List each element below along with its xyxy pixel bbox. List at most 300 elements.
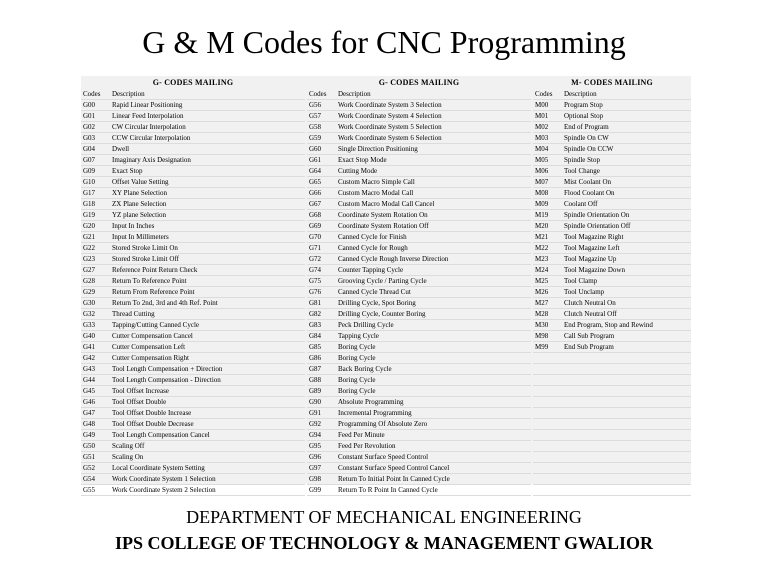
code-cell: G20: [83, 222, 96, 230]
table-row: [533, 331, 691, 342]
table-row: [81, 210, 305, 221]
table-row: [81, 298, 305, 309]
table-row: [533, 452, 691, 463]
code-cell: G71: [309, 244, 322, 252]
table-row: [533, 441, 691, 452]
code-cell: G00: [83, 101, 96, 109]
description-cell: Canned Cycle for Rough: [338, 244, 408, 252]
table-row: [307, 100, 531, 111]
code-cell: G27: [83, 266, 96, 274]
code-cell: G86: [309, 354, 322, 362]
code-cell: M28: [535, 310, 549, 318]
code-cell: M21: [535, 233, 549, 241]
description-cell: Spindle Orientation On: [564, 211, 630, 219]
description-cell: Return To R Point In Canned Cycle: [338, 486, 438, 494]
column-header-row: [533, 89, 691, 100]
code-cell: G07: [83, 156, 96, 164]
code-cell: G01: [83, 112, 96, 120]
table-row: [533, 221, 691, 232]
description-cell: Work Coordinate System 6 Selection: [338, 134, 442, 142]
description-cell: Tool Clamp: [564, 277, 598, 285]
table-row: [533, 408, 691, 419]
code-cell: G41: [83, 343, 96, 351]
description-cell: Return From Reference Point: [112, 288, 195, 296]
section-heading: G- CODES MAILING: [152, 78, 234, 87]
description-cell: Tool Offset Increase: [112, 387, 169, 395]
description-cell: Dwell: [112, 145, 130, 153]
column-header-code: Codes: [83, 90, 101, 98]
table-row: [533, 232, 691, 243]
code-cell: G66: [309, 189, 322, 197]
code-cell: G23: [83, 255, 96, 263]
table-row: [81, 254, 305, 265]
table-row: [307, 144, 531, 155]
description-cell: Constant Surface Speed Control: [338, 453, 429, 461]
code-cell: M99: [535, 343, 549, 351]
description-cell: Drilling Cycle, Spot Boring: [338, 299, 416, 307]
description-cell: Tool Offset Double Decrease: [112, 420, 194, 428]
description-cell: Absolute Programming: [338, 398, 404, 406]
description-cell: Input In Inches: [112, 222, 155, 230]
code-cell: G42: [83, 354, 96, 362]
table-row: [307, 309, 531, 320]
description-cell: Boring Cycle: [338, 343, 376, 351]
description-cell: Canned Cycle Thread Cut: [338, 288, 411, 296]
code-cell: G56: [309, 101, 322, 109]
description-cell: Scaling Off: [112, 442, 145, 450]
table-row: [307, 177, 531, 188]
table-row: [81, 144, 305, 155]
code-cell: M09: [535, 200, 549, 208]
description-cell: Spindle Orientation Off: [564, 222, 631, 230]
code-cell: G70: [309, 233, 322, 241]
code-cell: M24: [535, 266, 549, 274]
code-cell: G17: [83, 189, 96, 197]
table-row: [307, 221, 531, 232]
table-row: [307, 265, 531, 276]
description-cell: Spindle On CW: [564, 134, 609, 142]
table-row: [533, 397, 691, 408]
table-row: [533, 166, 691, 177]
code-cell: G55: [83, 486, 96, 494]
description-cell: Call Sub Program: [564, 332, 615, 340]
code-cell: G99: [309, 486, 322, 494]
table-row: [533, 177, 691, 188]
code-cell: M01: [535, 112, 549, 120]
code-cell: G47: [83, 409, 96, 417]
table-row: [307, 320, 531, 331]
description-cell: Flood Coolant On: [564, 189, 615, 197]
table-row: [81, 397, 305, 408]
code-cell: G19: [83, 211, 96, 219]
description-cell: Thread Cutting: [112, 310, 155, 318]
description-cell: CCW Circular Interpolation: [112, 134, 191, 142]
description-cell: XY Plane Selection: [112, 189, 167, 197]
code-cell: G81: [309, 299, 322, 307]
description-cell: Peck Drilling Cycle: [338, 321, 394, 329]
code-cell: G68: [309, 211, 322, 219]
code-cell: M08: [535, 189, 549, 197]
description-cell: End Sub Program: [564, 343, 614, 351]
code-cell: G87: [309, 365, 322, 373]
table-row: [307, 353, 531, 364]
code-cell: G64: [309, 167, 322, 175]
description-cell: Clutch Neutral On: [564, 299, 616, 307]
description-cell: Coolant Off: [564, 200, 598, 208]
description-cell: Custom Macro Simple Call: [338, 178, 415, 186]
code-cell: G72: [309, 255, 322, 263]
table-row: [307, 485, 531, 496]
table-row: [81, 166, 305, 177]
code-cell: G97: [309, 464, 322, 472]
m-codes-panel: [533, 76, 691, 484]
description-cell: Custom Macro Modal Call Cancel: [338, 200, 435, 208]
table-row: [307, 342, 531, 353]
table-row: [533, 287, 691, 298]
code-cell: M26: [535, 288, 549, 296]
table-row: [81, 386, 305, 397]
description-cell: Custom Macro Modal Call: [338, 189, 414, 197]
table-row: [81, 265, 305, 276]
code-cell: G57: [309, 112, 322, 120]
code-cell: G83: [309, 321, 322, 329]
code-cell: M06: [535, 167, 549, 175]
description-cell: Back Boring Cycle: [338, 365, 392, 373]
table-row: [307, 254, 531, 265]
code-cell: G59: [309, 134, 322, 142]
description-cell: Boring Cycle: [338, 387, 376, 395]
table-row: [81, 408, 305, 419]
table-row: [533, 265, 691, 276]
table-row: [81, 452, 305, 463]
table-row: [533, 243, 691, 254]
description-cell: Stored Stroke Limit On: [112, 244, 178, 252]
table-row: [533, 298, 691, 309]
code-cell: G84: [309, 332, 322, 340]
code-cell: M23: [535, 255, 549, 263]
description-cell: ZX Plane Selection: [112, 200, 167, 208]
code-cell: G52: [83, 464, 96, 472]
code-cell: G28: [83, 277, 96, 285]
code-cell: M98: [535, 332, 549, 340]
code-cell: G18: [83, 200, 96, 208]
table-row: [81, 441, 305, 452]
table-row: [81, 133, 305, 144]
table-row: [81, 276, 305, 287]
college-name: IPS COLLEGE OF TECHNOLOGY & MANAGEMENT GWALIOR: [114, 533, 654, 553]
description-cell: Cutter Compensation Right: [112, 354, 189, 362]
g-codes-panel-2: [307, 76, 531, 494]
description-cell: Tool Change: [564, 167, 600, 175]
code-cell: G91: [309, 409, 322, 417]
code-cell: M30: [535, 321, 549, 329]
table-row: [307, 452, 531, 463]
description-cell: Imaginary Axis Designation: [112, 156, 191, 164]
table-row: [533, 386, 691, 397]
code-cell: G40: [83, 332, 96, 340]
description-cell: Programming Of Absolute Zero: [338, 420, 428, 428]
code-cell: G94: [309, 431, 322, 439]
description-cell: Linear Feed Interpolation: [112, 112, 184, 120]
description-cell: Spindle On CCW: [564, 145, 614, 153]
code-cell: G29: [83, 288, 96, 296]
description-cell: Exact Stop: [112, 167, 143, 175]
code-cell: G88: [309, 376, 322, 384]
table-row: [533, 111, 691, 122]
description-cell: Coordinate System Rotation On: [338, 211, 428, 219]
code-cell: M19: [535, 211, 549, 219]
table-row: [307, 419, 531, 430]
description-cell: Tool Magazine Right: [564, 233, 624, 241]
page-title: G & M Codes for CNC Programming: [142, 24, 626, 60]
code-cell: G44: [83, 376, 96, 384]
table-row: [307, 397, 531, 408]
table-row: [307, 364, 531, 375]
table-row: [307, 243, 531, 254]
description-cell: Stored Stroke Limit Off: [112, 255, 179, 263]
description-cell: Tool Offset Double Increase: [112, 409, 192, 417]
description-cell: Return To 2nd, 3rd and 4th Ref. Point: [112, 299, 218, 307]
table-row: [533, 342, 691, 353]
description-cell: Boring Cycle: [338, 376, 376, 384]
code-cell: M07: [535, 178, 549, 186]
table-row: [81, 111, 305, 122]
code-cell: G46: [83, 398, 96, 406]
code-cell: G43: [83, 365, 96, 373]
description-cell: Mist Coolant On: [564, 178, 612, 186]
code-cell: G85: [309, 343, 322, 351]
section-heading: M- CODES MAILING: [571, 78, 653, 87]
description-cell: Tapping Cycle: [338, 332, 379, 340]
department-name: DEPARTMENT OF MECHANICAL ENGINEERING: [186, 507, 582, 527]
table-row: [533, 276, 691, 287]
code-cell: G75: [309, 277, 322, 285]
code-cell: G03: [83, 134, 96, 142]
description-cell: Tool Magazine Down: [564, 266, 625, 274]
column-header-description: Description: [112, 90, 145, 98]
description-cell: Feed Per Minute: [338, 431, 385, 439]
code-cell: M22: [535, 244, 549, 252]
g-codes-panel-1: [81, 76, 305, 494]
table-row: [307, 155, 531, 166]
table-row: [81, 342, 305, 353]
code-cell: G90: [309, 398, 322, 406]
description-cell: Tool Offset Double: [112, 398, 167, 406]
code-cell: G92: [309, 420, 322, 428]
table-row: [533, 419, 691, 430]
table-row: [81, 232, 305, 243]
table-row: [307, 430, 531, 441]
description-cell: Counter Tapping Cycle: [338, 266, 404, 274]
table-row: [307, 111, 531, 122]
code-cell: G96: [309, 453, 322, 461]
code-cell: G82: [309, 310, 322, 318]
description-cell: Feed Per Revolution: [338, 442, 396, 450]
table-row: [307, 386, 531, 397]
code-cell: G22: [83, 244, 96, 252]
description-cell: Tool Magazine Up: [564, 255, 617, 263]
table-row: [533, 199, 691, 210]
description-cell: Incremental Programming: [338, 409, 412, 417]
code-cell: G32: [83, 310, 96, 318]
table-row: [533, 144, 691, 155]
description-cell: Cutting Mode: [338, 167, 378, 175]
code-cell: G49: [83, 431, 96, 439]
column-header-description: Description: [338, 90, 371, 98]
table-row: [81, 430, 305, 441]
table-row: [81, 100, 305, 111]
table-row: [533, 463, 691, 474]
table-row: [533, 155, 691, 166]
code-cell: M03: [535, 134, 549, 142]
code-cell: G02: [83, 123, 96, 131]
description-cell: End of Program: [564, 123, 609, 131]
code-cell: G48: [83, 420, 96, 428]
description-cell: Tool Unclamp: [564, 288, 605, 296]
description-cell: Rapid Linear Positioning: [112, 101, 183, 109]
code-cell: M02: [535, 123, 549, 131]
code-cell: G74: [309, 266, 322, 274]
code-cell: M27: [535, 299, 549, 307]
description-cell: Drilling Cycle, Counter Boring: [338, 310, 426, 318]
table-row: [307, 287, 531, 298]
table-row: [533, 375, 691, 386]
code-cell: G69: [309, 222, 322, 230]
description-cell: Work Coordinate System 4 Selection: [338, 112, 442, 120]
code-cell: G10: [83, 178, 96, 186]
description-cell: End Program, Stop and Rewind: [564, 321, 653, 329]
section-heading: G- CODES MAILING: [378, 78, 460, 87]
table-row: [307, 133, 531, 144]
description-cell: Constant Surface Speed Control Cancel: [338, 464, 450, 472]
description-cell: Local Coordinate System Setting: [112, 464, 205, 472]
column-header-description: Description: [564, 90, 597, 98]
description-cell: Cutter Compensation Cancel: [112, 332, 193, 340]
code-cell: G95: [309, 442, 322, 450]
table-row: [81, 353, 305, 364]
table-row: [307, 375, 531, 386]
column-header-row: [81, 89, 305, 100]
table-row: [81, 309, 305, 320]
code-cell: G04: [83, 145, 96, 153]
table-row: [81, 221, 305, 232]
description-cell: Tool Length Compensation - Direction: [112, 376, 221, 384]
table-row: [81, 419, 305, 430]
table-row: [533, 353, 691, 364]
table-row: [81, 287, 305, 298]
description-cell: Grooving Cycle / Parting Cycle: [338, 277, 427, 285]
description-cell: Spindle Stop: [564, 156, 600, 164]
code-cell: G51: [83, 453, 96, 461]
code-cell: M05: [535, 156, 549, 164]
code-cell: G61: [309, 156, 322, 164]
table-row: [533, 474, 691, 485]
table-row: [307, 463, 531, 474]
table-row: [307, 166, 531, 177]
code-cell: G33: [83, 321, 96, 329]
table-row: [81, 474, 305, 485]
description-cell: Canned Cycle for Finish: [338, 233, 407, 241]
code-cell: M25: [535, 277, 549, 285]
code-cell: G60: [309, 145, 322, 153]
table-row: [307, 298, 531, 309]
table-row: [81, 188, 305, 199]
description-cell: Scaling On: [112, 453, 144, 461]
description-cell: Input In Millimeters: [112, 233, 169, 241]
table-row: [533, 210, 691, 221]
table-row: [81, 485, 305, 496]
table-row: [307, 331, 531, 342]
table-row: [81, 463, 305, 474]
table-row: [81, 122, 305, 133]
description-cell: Optional Stop: [564, 112, 604, 120]
code-cell: G45: [83, 387, 96, 395]
description-cell: Tool Length Compensation Cancel: [112, 431, 210, 439]
description-cell: Work Coordinate System 3 Selection: [338, 101, 442, 109]
column-header-code: Codes: [535, 90, 553, 98]
table-row: [307, 232, 531, 243]
table-row: [533, 133, 691, 144]
code-cell: G89: [309, 387, 322, 395]
table-row: [533, 485, 691, 496]
description-cell: Return To Initial Point In Canned Cycle: [338, 475, 450, 483]
code-cell: G09: [83, 167, 96, 175]
description-cell: Return To Reference Point: [112, 277, 187, 285]
description-cell: Tapping/Cutting Canned Cycle: [112, 321, 199, 329]
description-cell: CW Circular Interpolation: [112, 123, 186, 131]
description-cell: Boring Cycle: [338, 354, 376, 362]
code-cell: G65: [309, 178, 322, 186]
code-cell: G98: [309, 475, 322, 483]
table-row: [307, 199, 531, 210]
table-row: [307, 441, 531, 452]
table-row: [307, 188, 531, 199]
column-header-code: Codes: [309, 90, 327, 98]
description-cell: YZ plane Selection: [112, 211, 167, 219]
table-row: [307, 474, 531, 485]
description-cell: Work Coordinate System 5 Selection: [338, 123, 442, 131]
codes-table: [81, 76, 691, 494]
table-row: [81, 375, 305, 386]
column-header-row: [307, 89, 531, 100]
description-cell: Single Direction Positioning: [338, 145, 418, 153]
table-row: [81, 243, 305, 254]
description-cell: Cutter Compensation Left: [112, 343, 186, 351]
table-row: [81, 320, 305, 331]
code-cell: M04: [535, 145, 549, 153]
code-cell: G50: [83, 442, 96, 450]
description-cell: Work Coordinate System 1 Selection: [112, 475, 216, 483]
table-row: [533, 364, 691, 375]
description-cell: Tool Magazine Left: [564, 244, 620, 252]
table-row: [533, 254, 691, 265]
description-cell: Exact Stop Mode: [338, 156, 387, 164]
code-cell: G76: [309, 288, 322, 296]
table-row: [81, 155, 305, 166]
table-row: [533, 100, 691, 111]
table-row: [81, 199, 305, 210]
table-row: [533, 309, 691, 320]
description-cell: Offset Value Setting: [112, 178, 169, 186]
description-cell: Canned Cycle Rough Inverse Direction: [338, 255, 449, 263]
table-row: [307, 276, 531, 287]
code-cell: G30: [83, 299, 96, 307]
table-row: [307, 122, 531, 133]
description-cell: Coordinate System Rotation Off: [338, 222, 429, 230]
table-row: [81, 364, 305, 375]
description-cell: Clutch Neutral Off: [564, 310, 617, 318]
code-cell: M20: [535, 222, 549, 230]
